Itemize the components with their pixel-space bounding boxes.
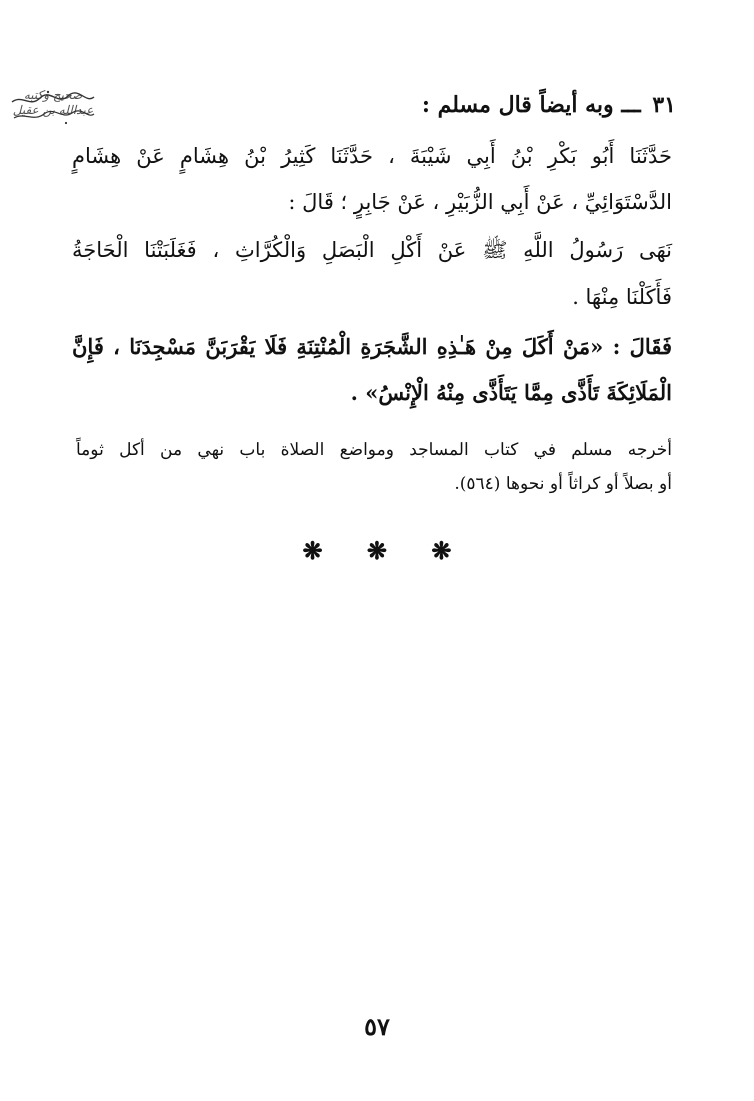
hadith-heading: [418, 92, 676, 118]
hadith-text-line: الدَّسْتَوَائِيِّ ، عَنْ أَبِي الزُّبَيْرِ ، عَنْ جَابِرٍ ؛ قَالَ :: [288, 190, 672, 214]
hadith-text-line: حَدَّثَنَا أَبُو بَكْرِ بْنُ أَبِي شَيْبَةَ ، حَدَّثَنَا كَثِيرُ بْنُ هِشَامٍ عَنْ هِشَامٍ: [72, 144, 672, 168]
hadith-text-line: فَأَكَلْنَا مِنْهَا .: [572, 285, 672, 309]
hadith-intro: ـــ وبه أيضاً قال مسلم :: [421, 92, 641, 118]
footnote-line: أو بصلاً أو كراثاً أو نحوها (٥٦٤).: [454, 474, 672, 494]
hadith-quote-line: الْمَلَائِكَةَ تَأَذَّى مِمَّا يَتَأَذَّى مِنْهُ الْإِنْسُ» .: [350, 380, 672, 405]
hadith-number: ٣١: [652, 92, 676, 118]
page-number: ٥٧: [364, 1012, 390, 1041]
footnote-line: أخرجه مسلم في كتاب المساجد ومواضع الصلاة باب نهي من أكل ثوماً: [76, 440, 672, 460]
section-separator: ❋ ❋ ❋: [302, 536, 470, 565]
hadith-quote-line: فَقَالَ : «مَنْ أَكَلَ مِنْ هَـٰذِهِ الشَّجَرَةِ الْمُنْتِنَةِ فَلَا يَقْرَبَنَّ مَسْجِدَنَا ، فَإِنَّ: [72, 334, 672, 359]
handwritten-margin-note: [8, 88, 98, 128]
hadith-text-line: نَهَى رَسُولُ اللَّهِ ﷺ عَنْ أَكْلِ الْبَصَلِ وَالْكُرَّاثِ ، فَغَلَبَتْنَا الْحَاجَةُ: [72, 238, 672, 262]
margin-note-text: صحيح وكتبه عبدالله بن عقيل: [12, 88, 94, 117]
